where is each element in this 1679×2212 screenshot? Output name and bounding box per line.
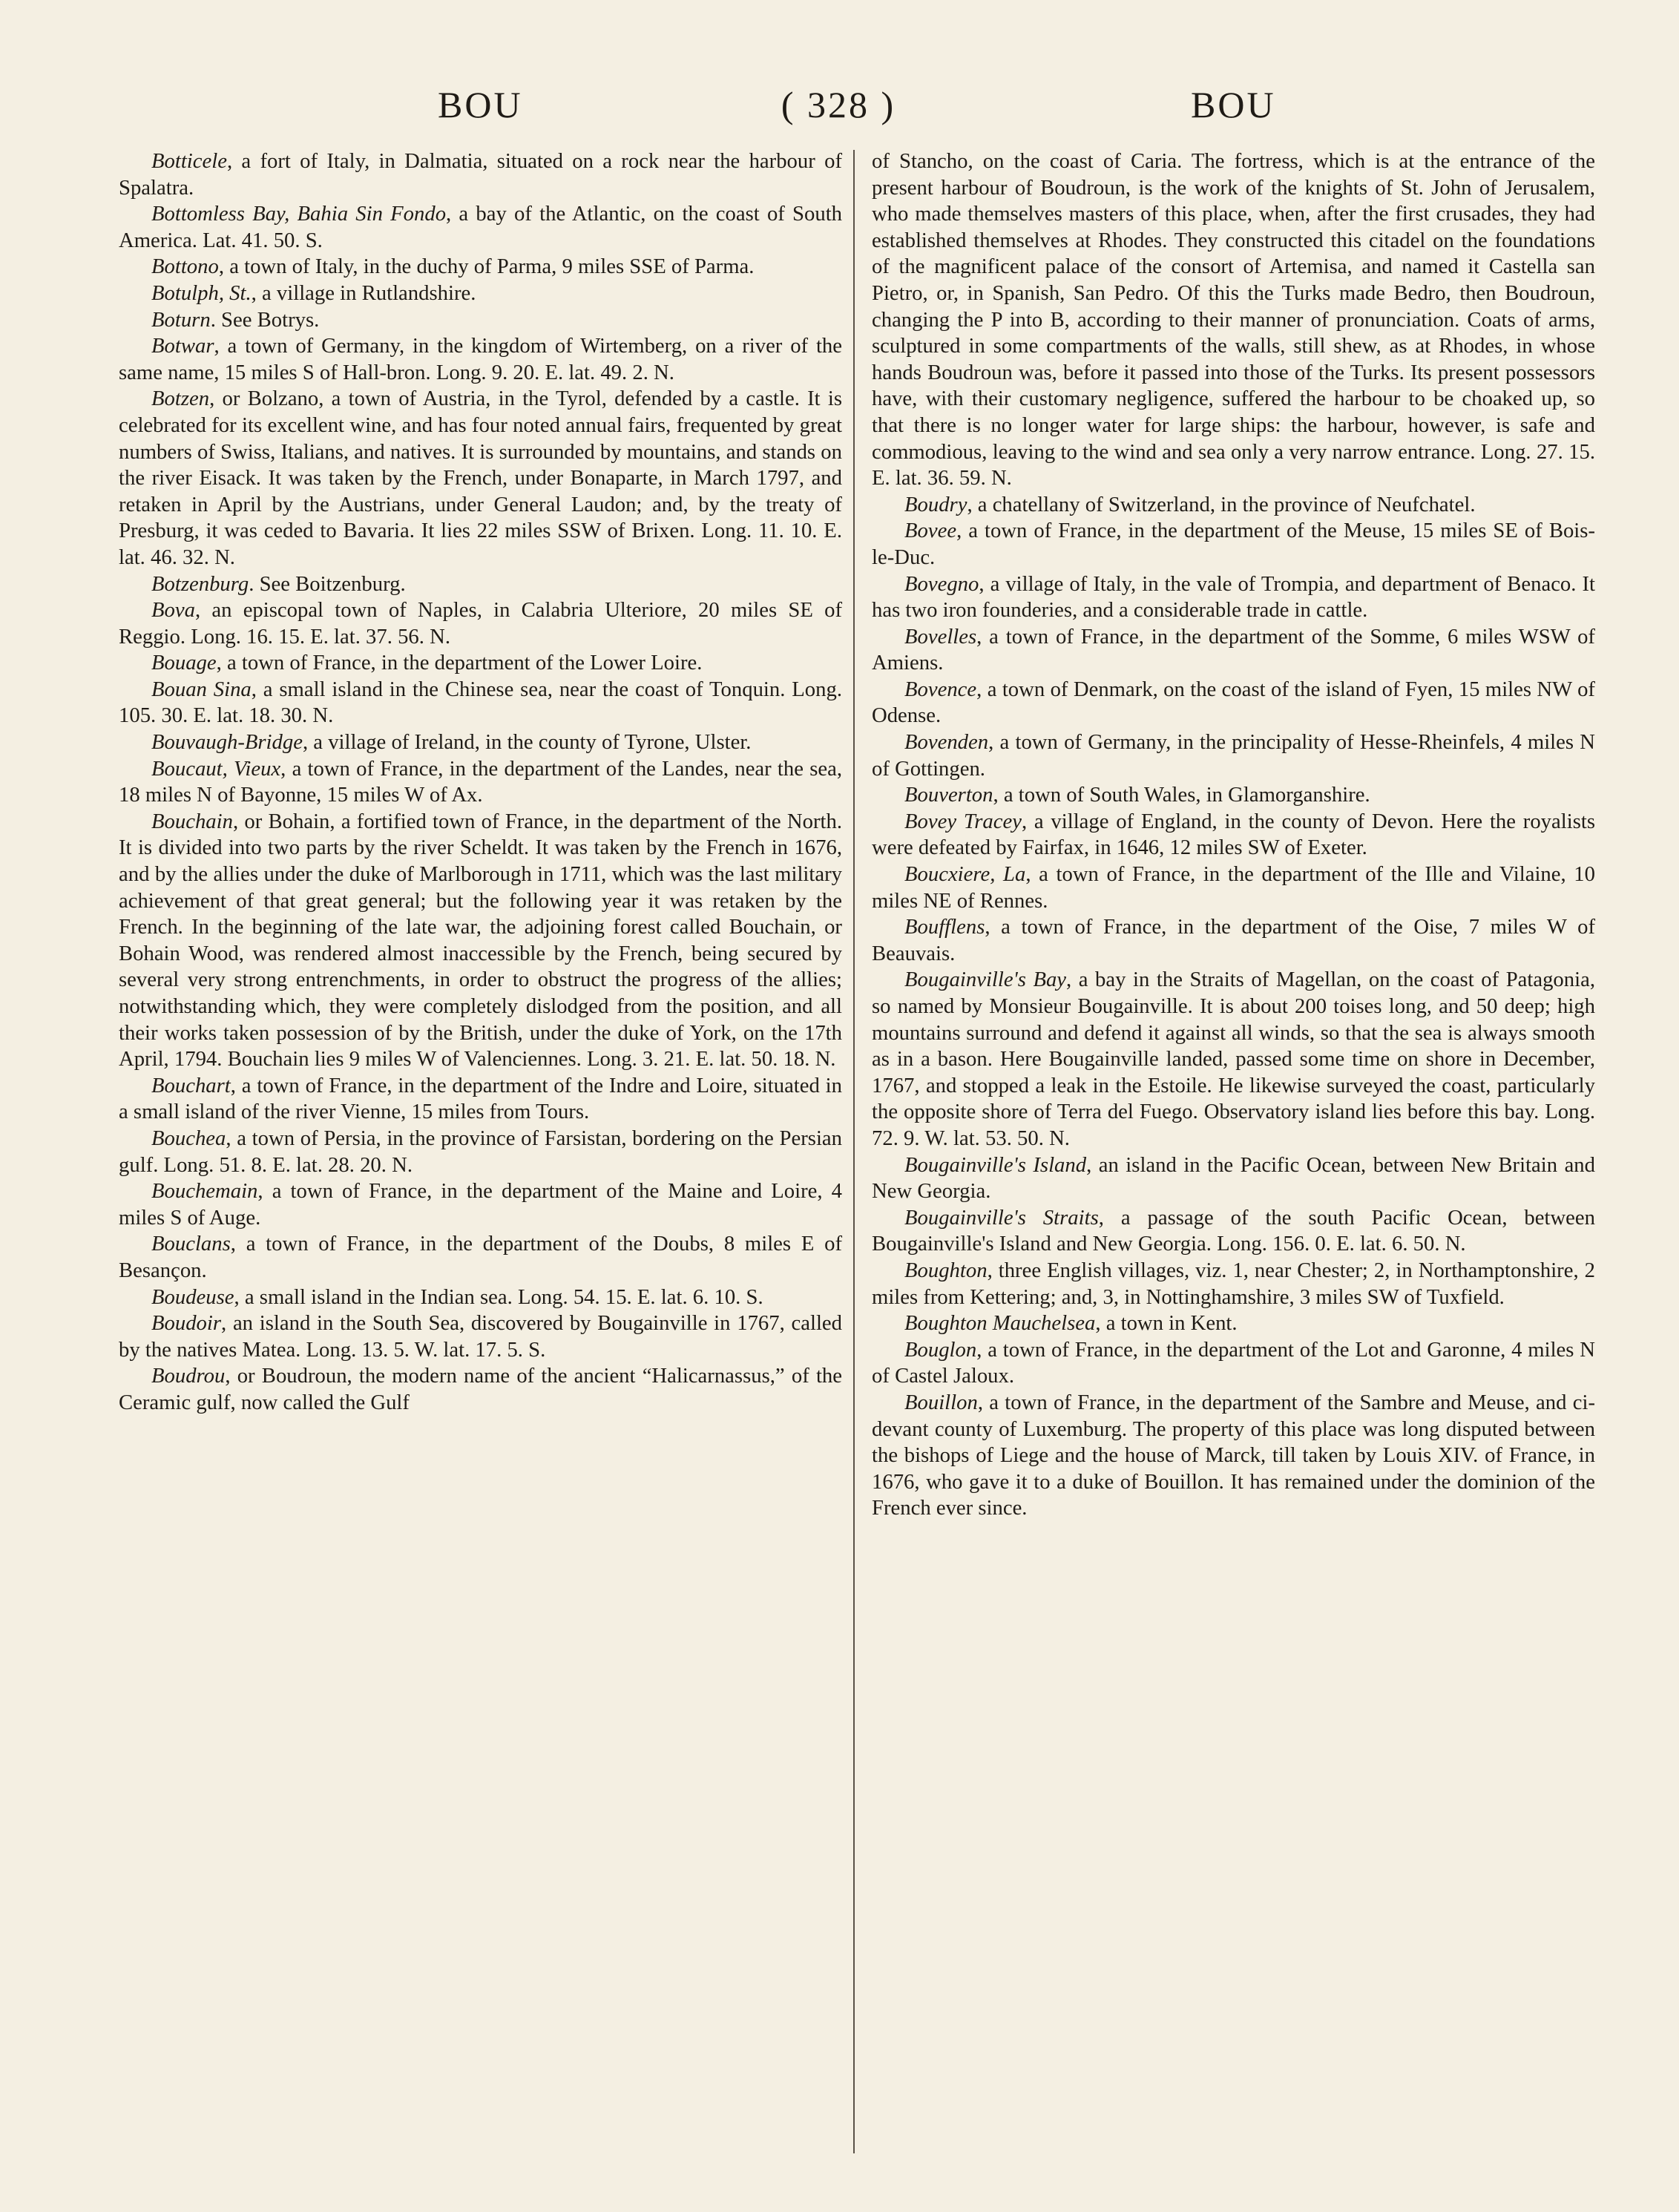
entry-headword: Bovence: [904, 677, 977, 701]
entry-text: , a bay of the Atlantic, on the coast of South America. Lat. 41. 50. S.: [119, 202, 843, 252]
entry-headword: Botulph, St.: [151, 280, 252, 305]
entry-headword: Bovenden: [904, 730, 989, 755]
entry-text: , a small island in the Indian sea. Long. 54. 15. E. lat. 6. 10. S.: [234, 1284, 763, 1309]
entry-headword: Bouillon: [904, 1390, 978, 1414]
entry-text: , a fort of Italy, in Dalmatia, situated on a rock near the harbour of Spalatra.: [119, 149, 842, 200]
gazetteer-entry: [119, 1073, 842, 1126]
gazetteer-entry: [119, 677, 842, 729]
entry-text: , a town of Germany, in the kingdom of Wirtemberg, on a river of the same name, 15 miles S of Hall-bron. Long. 9. 20. E. lat. 49. 2. N.: [119, 334, 842, 384]
gazetteer-entry: [119, 809, 842, 1073]
gazetteer-entry: [119, 756, 842, 809]
entry-text: , a town of Persia, in the province of Farsistan, bordering on the Persian gulf. Long. 51. 8. E. lat. 28. 20. N.: [119, 1126, 842, 1177]
gazetteer-entry: [119, 148, 842, 201]
gazetteer-entry: [872, 1258, 1595, 1310]
entry-text: , or Bolzano, a town of Austria, in the Tyrol, defended by a castle. It is celebrated for its excellent wine, and has four noted annual fairs, frequented by great numbers of Swiss, Italians, and natives. It is surrounded by mountains, and stands on the river Eisack. It was taken by the French, under Bonaparte, in March 1797, and retaken in April by the Austrians, under General Laudon; and, by the treaty of Presburg, it was ceded to Bavaria. It lies 22 miles SSW of Brixen. Long. 11. 10. E. lat. 46. 32. N.: [119, 387, 842, 569]
gazetteer-entry: [872, 782, 1595, 809]
entry-headword: Boturn: [151, 307, 211, 332]
gazetteer-entry: [119, 650, 842, 677]
entry-headword: Bovegno: [904, 571, 979, 596]
entry-headword: Bova: [151, 598, 195, 623]
gazetteer-entry: [119, 1231, 842, 1284]
entry-text: , a town of Italy, in the duchy of Parma, 9 miles SSE of Parma.: [218, 255, 755, 279]
entry-headword: Bovey Tracey: [904, 809, 1022, 833]
entry-text: , a town of France, in the department of the Indre and Loire, situated in a small island of the river Vienne, 15 miles from Tours.: [119, 1073, 842, 1124]
gazetteer-entry: [119, 597, 842, 650]
entry-text: , a town of France, in the department of the Somme, 6 miles WSW of Amiens.: [872, 624, 1595, 675]
gazetteer-entry: [119, 280, 842, 307]
gazetteer-entry: [119, 1363, 842, 1416]
entry-text: , a town of France, in the department of the Sambre and Meuse, and ci-devant county of Luxemburg. The property of this place was long disputed between the bishops of Liege and the house of Marck, till taken by Louis XIV. of France, in 1676, who gave it to a duke of Bouillon. It has remained under the dominion of the French ever since.: [872, 1390, 1595, 1520]
gazetteer-entry: [872, 914, 1595, 967]
entry-text: , a town of Denmark, on the coast of the island of Fyen, 15 miles NW of Odense.: [872, 677, 1595, 728]
entry-text: , or Bohain, a fortified town of France, in the department of the North. It is divided into two parts by the river Scheldt. It was taken by the French in 1676, and by the allies under the duke of Marlborough in 1711, which was the last military achievement of that great general; but the following year it was retaken by the French. In the beginning of the late war, the adjoining forest called Bouchain, or Bohain Wood, was rendered almost inaccessible by the French, being secured by several very strong entrenchments, in order to obstruct the progress of the allies; notwithstanding which, they were completely dislodged from the position, and all their works taken possession of by the British, under the duke of York, on the 17th April, 1794. Bouchain lies 9 miles W of Valenciennes. Long. 3. 21. E. lat. 50. 18. N.: [119, 809, 842, 1071]
entry-headword: Bouvaugh-Bridge: [151, 730, 303, 755]
entry-text: , an island in the South Sea, discovered by Bougainville in 1767, called by the natives Matea. Long. 13. 5. W. lat. 17. 5. S.: [119, 1311, 842, 1362]
entry-text: , three English villages, viz. 1, near Chester; 2, in Northamptonshire, 2 miles from Kettering; and, 3, in Nottinghamshire, 3 miles SW of Tuxfield.: [872, 1258, 1595, 1309]
gazetteer-entry: [872, 862, 1595, 914]
entry-headword: Bouclans: [151, 1232, 231, 1256]
entry-text: , a passage of the south Pacific Ocean, between Bougainville's Island and New Georgia. Long. 156. 0. E. lat. 6. 50. N.: [872, 1205, 1595, 1256]
entry-text: of Stancho, on the coast of Caria. The fortress, which is at the entrance of the present harbour of Boudroun, is the work of the knights of St. John of Jerusalem, who made themselves masters of this place, when, after the first crusades, they had established themselves at Rhodes. They constructed this citadel on the foundations of the magnificent palace of the consort of Artemisa, and named it Castella san Pietro, or, in Spanish, San Pedro. Of this the Turks made Bedro, then Boudroun, changing the P into B, according to their manner of pronunciation. Coats of arms, sculptured in some compartments of the walls, still shew, as at Rhodes, in whose hands Boudroun was, before it passed into those of the Turks. Its present possessors have, with their customary negligence, suffered the harbour to be choaked up, so that there is no longer water for large ships: the harbour, however, is safe and commodious, leaving to the wind and sea only a very narrow entrance. Long. 27. 15. E. lat. 36. 59. N.: [872, 149, 1595, 490]
entry-headword: Bougainville's Bay: [904, 968, 1067, 992]
entry-text: , a village in Rutlandshire.: [251, 280, 476, 305]
entry-headword: Botzenburg: [151, 571, 249, 596]
entry-text: , a village of England, in the county of Devon. Here the royalists were defeated by Fairfax, in 1646, 12 miles SW of Exeter.: [872, 809, 1595, 860]
gazetteer-entry: [119, 1126, 842, 1178]
gazetteer-entry: [872, 809, 1595, 862]
page-number: ( 328 ): [781, 84, 896, 125]
gazetteer-entry: [119, 571, 842, 598]
entry-headword: Botticele: [151, 149, 227, 173]
entry-headword: Boughton: [904, 1258, 988, 1282]
entry-headword: Bouglon: [904, 1337, 977, 1362]
gazetteer-entry: [872, 148, 1595, 492]
entry-text: , an island in the Pacific Ocean, between New Britain and New Georgia.: [872, 1152, 1595, 1204]
entry-headword: Bouverton: [904, 783, 993, 807]
entry-text: , a town of France, in the department of the Ille and Vilaine, 10 miles NE of Rennes.: [872, 862, 1595, 913]
entry-headword: Bouchemain: [151, 1179, 258, 1204]
entry-text: , a town of France, in the department of the Lot and Garonne, 4 miles N of Castel Jaloux.: [872, 1337, 1595, 1388]
entry-headword: Botzen: [151, 387, 210, 411]
header-right-word: BOU: [1191, 84, 1276, 125]
entry-text: , a small island in the Chinese sea, near the coast of Tonquin. Long. 105. 30. E. lat. 18. 30. N.: [119, 677, 842, 728]
right-column: [872, 148, 1595, 1522]
entry-text: , or Boudroun, the modern name of the ancient “Halicarnassus,” of the Ceramic gulf, now called the Gulf: [119, 1364, 842, 1414]
entry-headword: Boucxiere, La: [904, 862, 1026, 887]
entry-text: , a town of Germany, in the principality of Hesse-Rheinfels, 4 miles N of Gottingen.: [872, 730, 1595, 781]
entry-text: , a town in Kent.: [1095, 1311, 1238, 1336]
entry-headword: Boufflens: [904, 915, 985, 939]
entry-text: , a town of France, in the department of the Landes, near the sea, 18 miles N of Bayonne, 15 miles W of Ax.: [119, 756, 842, 807]
entry-headword: Boudoir: [151, 1311, 222, 1336]
entry-text: . See Botrys.: [210, 307, 320, 332]
column-divider: [853, 150, 855, 2153]
gazetteer-entry: [119, 201, 842, 254]
entry-headword: Bottono: [151, 255, 219, 279]
entry-text: . See Boitzenburg.: [249, 571, 406, 596]
entry-headword: Bouage: [151, 651, 217, 675]
entry-text: , a village of Ireland, in the county of Tyrone, Ulster.: [302, 730, 752, 755]
entry-text: , a town of South Wales, in Glamorganshire.: [993, 783, 1370, 807]
gazetteer-entry: [872, 518, 1595, 571]
entry-headword: Bougainville's Island: [904, 1152, 1087, 1177]
gazetteer-entry: [119, 1178, 842, 1231]
entry-text: , a town of France, in the department of the Meuse, 15 miles SE of Bois-le-Duc.: [872, 519, 1595, 569]
entry-headword: Boudrou: [151, 1364, 226, 1388]
gazetteer-entry: [872, 1152, 1595, 1205]
entry-headword: Botwar: [151, 334, 214, 358]
left-column: [119, 148, 842, 1417]
gazetteer-entry: [119, 1310, 842, 1363]
running-header: [0, 83, 1679, 135]
gazetteer-entry: [119, 307, 842, 334]
entry-text: , a town of France, in the department of the Maine and Loire, 4 miles S of Auge.: [119, 1179, 842, 1230]
gazetteer-entry: [872, 624, 1595, 677]
entry-text: , a town of France, in the department of the Doubs, 8 miles E of Besançon.: [119, 1232, 842, 1282]
entry-headword: Bouchart: [151, 1073, 231, 1097]
gazetteer-entry: [119, 333, 842, 386]
gazetteer-entry: [119, 386, 842, 571]
gazetteer-entry: [872, 967, 1595, 1152]
entry-headword: Bougainville's Straits: [904, 1205, 1099, 1230]
gazetteer-entry: [872, 571, 1595, 624]
gazetteer-entry: [872, 1205, 1595, 1258]
entry-headword: Boudeuse: [151, 1284, 234, 1309]
entry-headword: Boucaut, Vieux: [151, 756, 281, 781]
gazetteer-entry: [872, 729, 1595, 782]
entry-headword: Bouan Sina: [151, 677, 252, 701]
gazetteer-entry: [872, 1337, 1595, 1390]
entry-text: , a chatellany of Switzerland, in the province of Neufchatel.: [967, 492, 1476, 516]
entry-text: , a bay in the Straits of Magellan, on the coast of Patagonia, so named by Monsieur Bougainville. It is about 200 toises long, and 50 deep; high mountains surround and defend it against all winds, so that the sea is always smooth as in a bason. Here Bougainville landed, passed some time on shore in December, 1767, and stopped a leak in the Estoile. He likewise surveyed the coast, particularly the opposite shore of Terra del Fuego. Observatory island lies before this bay. Long. 72. 9. W. lat. 53. 50. N.: [872, 968, 1595, 1150]
gazetteer-entry: [119, 1284, 842, 1311]
gazetteer-entry: [872, 1310, 1595, 1337]
gazetteer-entry: [872, 677, 1595, 729]
entry-text: , a village of Italy, in the vale of Trompia, and department of Benaco. It has two iron founderies, and a considerable trade in cattle.: [872, 571, 1595, 623]
entry-headword: Boughton Mauchelsea: [904, 1311, 1096, 1336]
header-left-word: BOU: [438, 84, 523, 125]
entry-headword: Bottomless Bay, Bahia Sin Fondo: [151, 202, 447, 226]
gazetteer-entry: [872, 1390, 1595, 1522]
entry-headword: Bouchain: [151, 809, 233, 833]
entry-text: , a town of France, in the department of the Lower Loire.: [216, 651, 703, 675]
entry-text: , an episcopal town of Naples, in Calabria Ulteriore, 20 miles SE of Reggio. Long. 16. 15. E. lat. 37. 56. N.: [119, 598, 842, 649]
gazetteer-entry: [119, 254, 842, 280]
entry-headword: Boudry: [904, 492, 967, 516]
entry-headword: Bovelles: [904, 624, 977, 649]
gazetteer-entry: [872, 492, 1595, 519]
entry-headword: Bovee: [904, 519, 957, 543]
entry-headword: Bouchea: [151, 1126, 226, 1150]
entry-text: , a town of France, in the department of the Oise, 7 miles W of Beauvais.: [872, 915, 1595, 965]
gazetteer-entry: [119, 729, 842, 756]
